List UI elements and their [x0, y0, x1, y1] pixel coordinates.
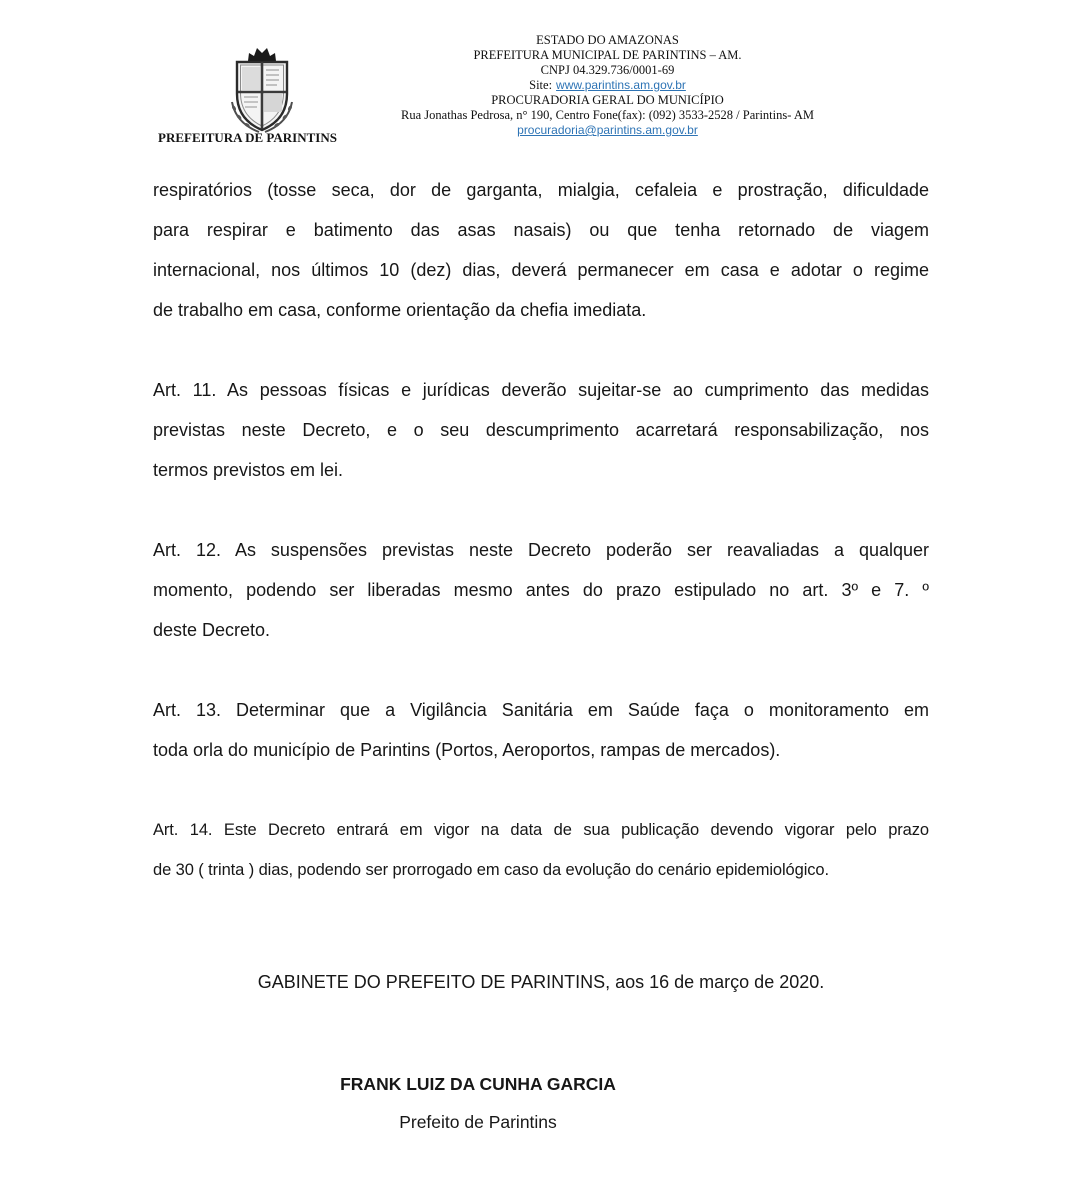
parintins-coat-of-arms-icon: [222, 44, 302, 134]
text-line: Art. 12. As suspensões previstas neste Decreto poderão ser reavaliadas a qualquer: [153, 540, 929, 560]
text-line: internacional, nos últimos 10 (dez) dias, deverá permanecer em casa e adotar o regime: [153, 260, 929, 280]
letterhead-department: PROCURADORIA GERAL DO MUNICÍPIO: [491, 93, 724, 107]
crown-icon: [248, 48, 276, 61]
signature-block: [153, 1064, 803, 1141]
email-link[interactable]: procuradoria@parintins.am.gov.br: [517, 123, 698, 137]
signature-title: Prefeito de Parintins: [399, 1112, 557, 1132]
paragraph-art-13: [153, 690, 929, 770]
letterhead: [380, 33, 835, 138]
text-line: de trabalho em casa, conforme orientação da chefia imediata.: [153, 300, 647, 320]
decree-body: [153, 170, 929, 1141]
letterhead-address: Rua Jonathas Pedrosa, n° 190, Centro Fone(fax): (092) 3533-2528 / Parintins- AM: [401, 108, 814, 122]
paragraph-respiratory-symptoms: [153, 170, 929, 330]
letterhead-cnpj: CNPJ 04.329.736/0001-69: [540, 63, 675, 77]
letterhead-municipality: PREFEITURA MUNICIPAL DE PARINTINS – AM.: [473, 48, 742, 62]
paragraph-art-11: [153, 370, 929, 490]
text-line: respiratórios (tosse seca, dor de garganta, mialgia, cefaleia e prostração, dificuldade: [153, 180, 929, 200]
logo-caption: PREFEITURA DE PARINTINS: [158, 130, 337, 145]
letterhead-site-line: [380, 78, 835, 93]
site-label: Site:: [529, 78, 553, 92]
text-line: Art. 14. Este Decreto entrará em vigor na data de sua publicação devendo vigorar pelo prazo: [153, 821, 929, 839]
paragraph-art-12: [153, 530, 929, 650]
letterhead-state: ESTADO DO AMAZONAS: [536, 33, 679, 47]
text-line: deste Decreto.: [153, 620, 271, 640]
text-line: toda orla do município de Parintins (Portos, Aeroportos, rampas de mercados).: [153, 740, 781, 760]
site-link[interactable]: www.parintins.am.gov.br: [556, 78, 686, 92]
paragraph-art-14: [153, 810, 929, 890]
signature-name: FRANK LUIZ DA CUNHA GARCIA: [340, 1074, 616, 1094]
text-line: momento, podendo ser liberadas mesmo antes do prazo estipulado no art. 3º e 7. º: [153, 580, 929, 600]
text-line: Art. 13. Determinar que a Vigilância Sanitária em Saúde faça o monitoramento em: [153, 700, 929, 720]
text-line: para respirar e batimento das asas nasais) ou que tenha retornado de viagem: [153, 220, 929, 240]
closing-dateline: GABINETE DO PREFEITO DE PARINTINS, aos 16 de março de 2020.: [257, 972, 825, 992]
text-line: termos previstos em lei.: [153, 460, 344, 480]
text-line: Art. 11. As pessoas físicas e jurídicas deverão sujeitar-se ao cumprimento das medidas: [153, 380, 929, 400]
text-line: previstas neste Decreto, e o seu descumprimento acarretará responsabilização, nos: [153, 420, 929, 440]
letterhead-email-line: [380, 123, 835, 138]
text-line: de 30 ( trinta ) dias, podendo ser prorrogado em caso da evolução do cenário epidemiológico.: [153, 861, 829, 879]
